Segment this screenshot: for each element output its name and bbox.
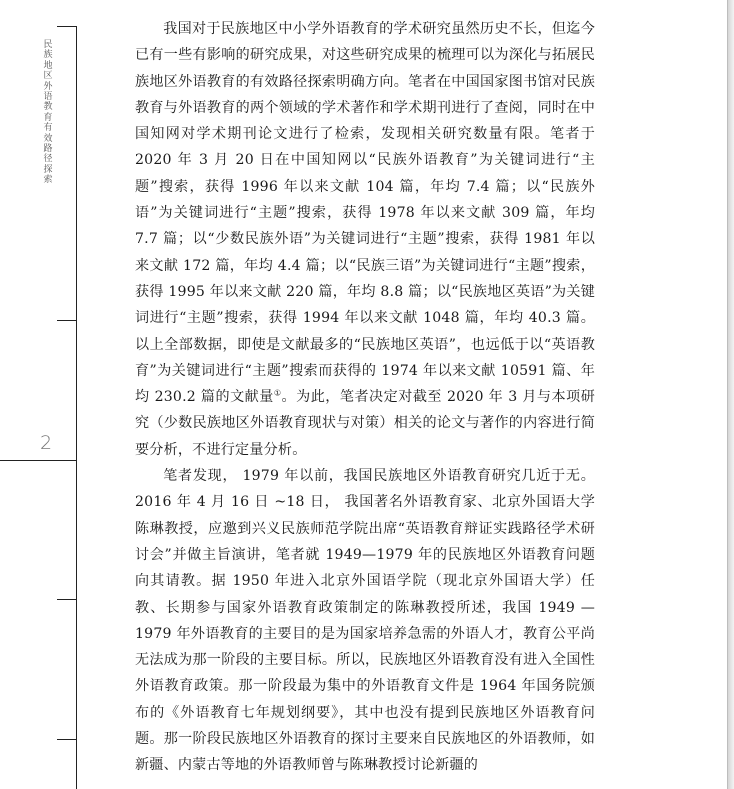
margin-tick xyxy=(0,460,77,461)
running-head: 民族地区外语教育有效路径探索 xyxy=(43,40,53,186)
paragraph xyxy=(135,16,595,463)
page-edge-shadow xyxy=(728,0,734,789)
margin-tick xyxy=(57,739,77,740)
footnote-marker[interactable]: ① xyxy=(273,388,282,398)
page-edge xyxy=(727,0,728,789)
margin-rule xyxy=(76,26,77,789)
page-number: 2 xyxy=(40,432,53,454)
body-text xyxy=(135,16,595,779)
margin-tick xyxy=(57,320,77,321)
paragraph-text: 我国对于民族地区中小学外语教育的学术研究虽然历史不长，但迄今已有一些有影响的研究成果，对这些研究成果的梳理可以为深化与拓展民族地区外语教育的有效路径探索明确方向。笔者在中国国家图书馆对民族教育与外语教育的两个领域的学术著作和学术期刊进行了查阅，同时在中国知网对学术期刊论文进行了检索，发现相关研究数量有限。笔者于 2020 年 3 月 20 日在中国知网以“民族外语教育”为关键词进行“主题”搜索，获得 1996 年以来文献 104 篇，年均 7.4 篇；以“民族外语”为关键词进行“主题”搜索，获得 1978 年以来文献 309 篇，年均 7.7 篇；以“少数民族外语”为关键词进行“主题”搜索，获得 1981 年以来文献 172 篇，年均 4.4 篇；以“民族三语”为关键词进行“主题”搜索，获得 1995 年以来文献 220 篇，年均 8.8 篇；以“民族地区英语”为关键词进行“主题”搜索，获得 1994 年以来文献 1048 篇，年均 40.3 篇。以上全部数据，即使是文献最多的“民族地区英语”，也远低于以“英语教育”为关键词进行“主题”搜索而获得的 1974 年以来文献 10591 篇、年均 230.2 篇的文献量 xyxy=(135,21,595,406)
margin-tick xyxy=(57,599,77,600)
paragraph: 笔者发现， 1979 年以前，我国民族地区外语教育研究几近于无。2016 年 4 月 16 日 ~18 日， 我国著名外语教育家、北京外国语大学陈琳教授，应邀到兴义民族师范学院出席“英语教育辩证实践路径学术研讨会”并做主旨演讲，笔者就 1949—1979 年的民族地区外语教育问题向其请教。据 1950 年进入北京外国语学院（现北京外国语大学）任教、长期参与国家外语教育政策制定的陈琳教授所述，我国 1949 — 1979 年外语教育的主要目的是为国家培养急需的外语人才，教育公平尚无法成为那一阶段的主要目标。所以，民族地区外语教育没有进入全国性外语教育政策。那一阶段最为集中的外语教育文件是 1964 年国务院颁布的《外语教育七年规划纲要》，其中也没有提到民族地区外语教育问题。那一阶段民族地区外语教育的探讨主要来自民族地区的外语教师，如新疆、内蒙古等地的外语教师曾与陈琳教授讨论新疆的 xyxy=(135,468,595,774)
margin-tick xyxy=(57,26,77,27)
paragraph-text: 。为此，笔者决定对截至 2020 年 3 月与本项研究（少数民族地区外语教育现状与对策）相关的论文与著作的内容进行简要分析，不进行定量分析。 xyxy=(135,389,595,458)
